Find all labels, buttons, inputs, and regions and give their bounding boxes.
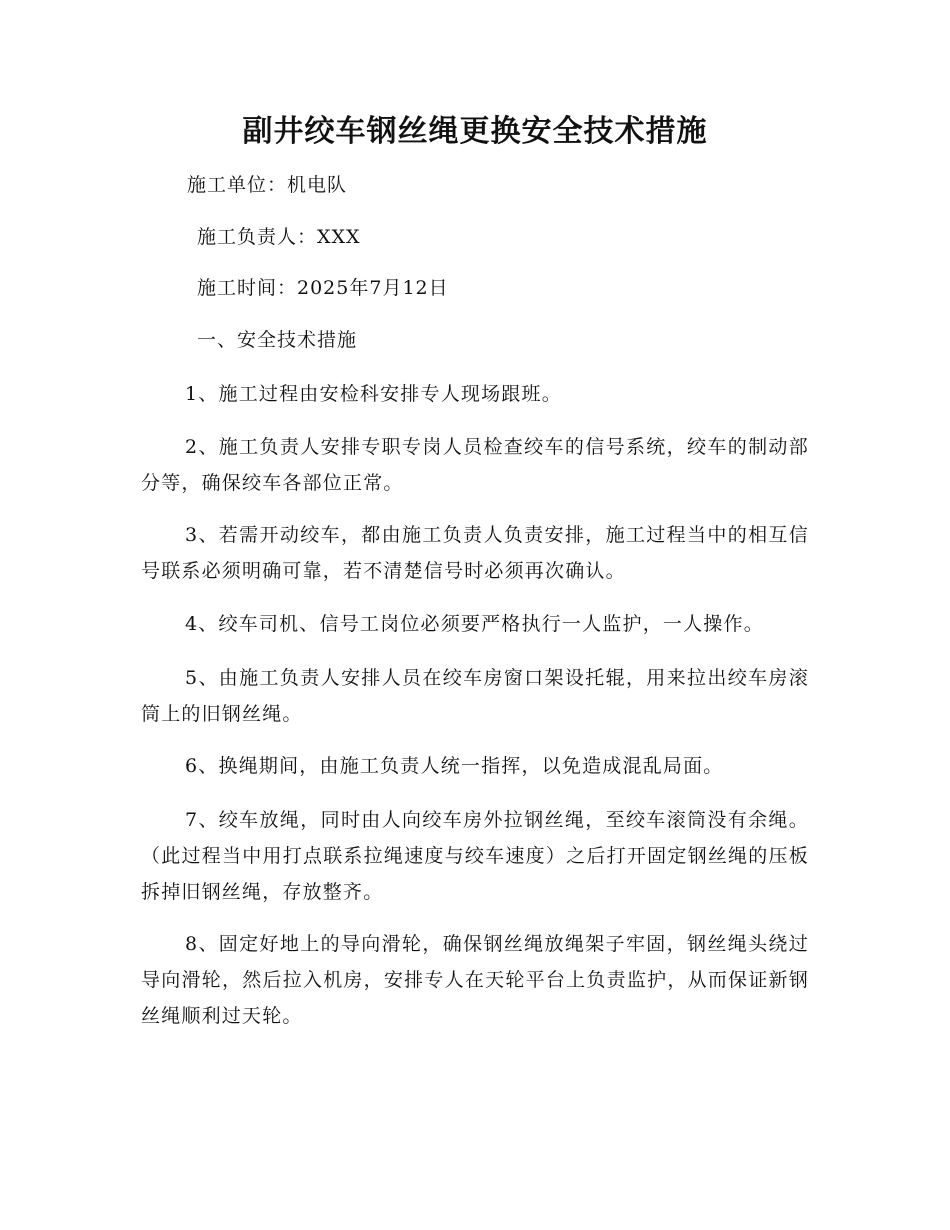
section-heading: 一、安全技术措施 [197, 329, 358, 351]
construction-unit: 施工单位：机电队 [187, 174, 348, 196]
paragraph-4: 4、绞车司机、信号工岗位必须要严格执行一人监护，一人操作。 [185, 613, 764, 635]
paragraph-5: 5、由施工负责人安排人员在绞车房窗口架设托辊，用来拉出绞车房滚筒上的旧钢丝绳。 [141, 667, 809, 725]
document-title: 副井绞车钢丝绳更换安全技术措施 [242, 114, 708, 149]
construction-time: 施工时间：2025年7月12日 [197, 277, 449, 299]
construction-leader: 施工负责人：XXX [197, 226, 361, 248]
paragraph-2: 2、施工负责人安排专职专岗人员检查绞车的信号系统，绞车的制动部分等，确保绞车各部位正常。 [141, 436, 809, 494]
paragraph-1: 1、施工过程由安检科安排专人现场跟班。 [185, 383, 562, 405]
paragraph-8: 8、固定好地上的导向滑轮，确保钢丝绳放绳架子牢固，钢丝绳头绕过导向滑轮，然后拉入机房，安排专人在天轮平台上负责监护，从而保证新钢丝绳顺利过天轮。 [141, 933, 809, 1027]
paragraph-6: 6、换绳期间，由施工负责人统一指挥，以免造成混乱局面。 [185, 755, 724, 777]
paragraph-3: 3、若需开动绞车，都由施工负责人负责安排，施工过程当中的相互信号联系必须明确可靠，若不清楚信号时必须再次确认。 [141, 524, 809, 582]
paragraph-7: 7、绞车放绳，同时由人向绞车房外拉钢丝绳，至绞车滚筒没有余绳。（此过程当中用打点联系拉绳速度与绞车速度）之后打开固定钢丝绳的压板拆掉旧钢丝绳，存放整齐。 [141, 809, 809, 903]
